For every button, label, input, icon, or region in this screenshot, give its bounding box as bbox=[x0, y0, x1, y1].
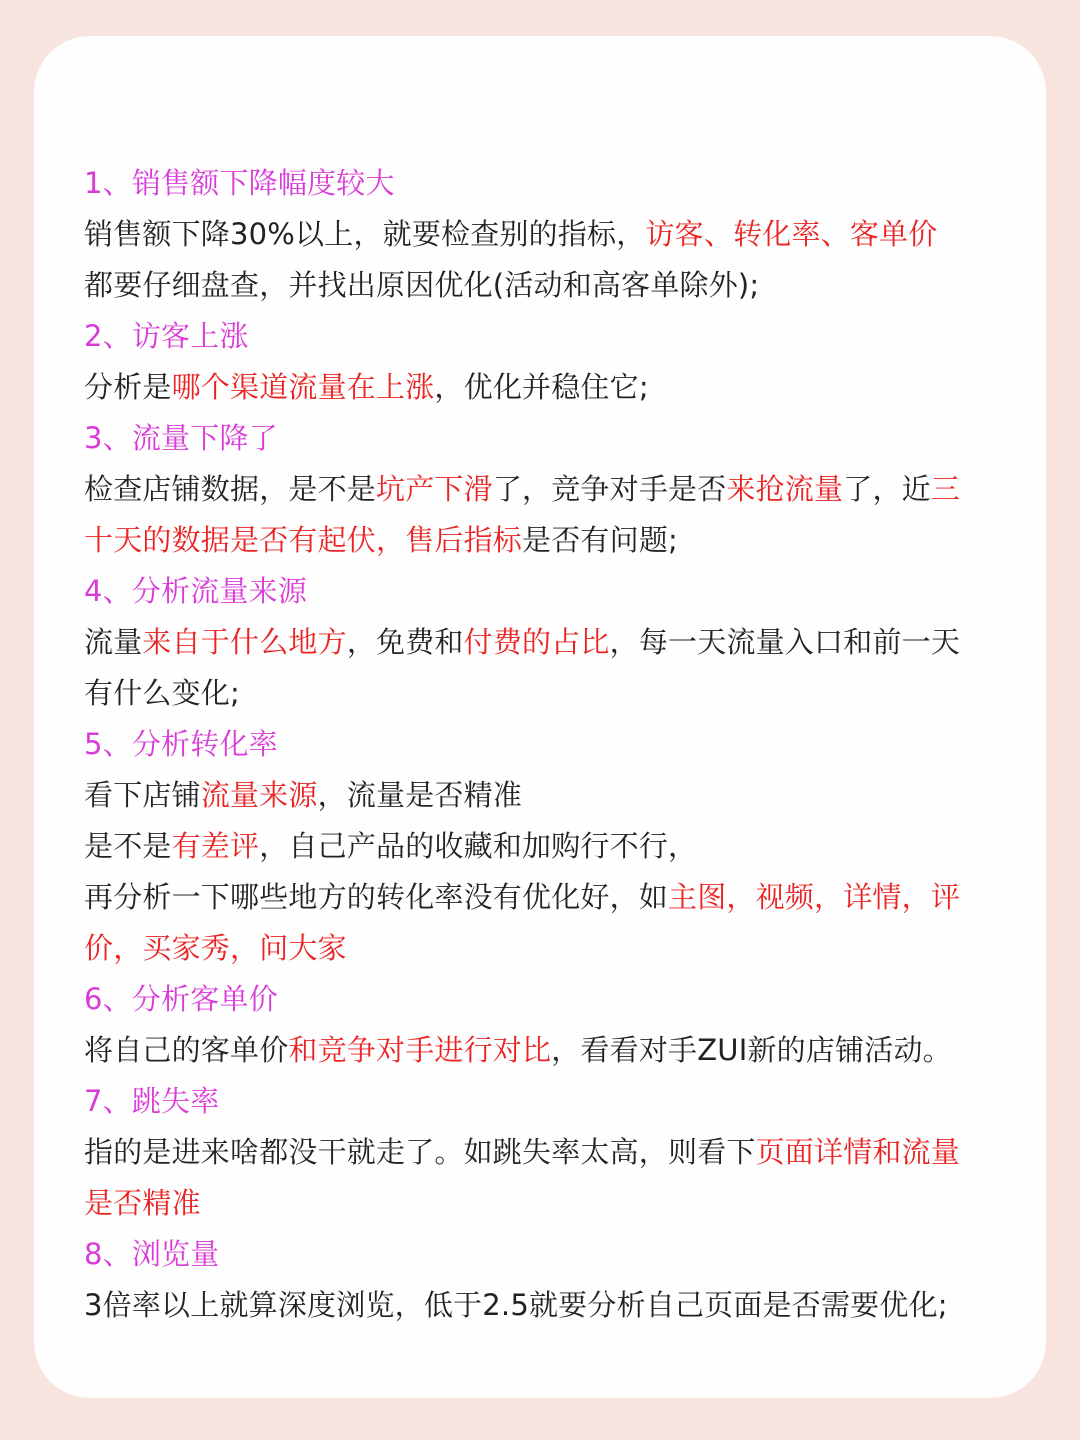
plain-text: 再分析一下哪些地方的转化率没有优化好，如 bbox=[84, 880, 669, 914]
heading-text: 3、流量下降了 bbox=[84, 421, 278, 455]
heading-text: 1、销售额下降幅度较大 bbox=[84, 166, 395, 200]
plain-text: 分析是 bbox=[84, 370, 172, 404]
body-text-line bbox=[84, 362, 1046, 413]
plain-text: ，自己产品的收藏和加购行不行， bbox=[259, 829, 698, 863]
plain-text: 是不是 bbox=[84, 829, 172, 863]
heading-text: 8、浏览量 bbox=[84, 1237, 220, 1271]
plain-text: 有什么变化; bbox=[84, 676, 240, 710]
heading-text: 6、分析客单价 bbox=[84, 982, 278, 1016]
section-heading bbox=[84, 311, 1046, 362]
heading-text: 5、分析转化率 bbox=[84, 727, 278, 761]
body-text-line bbox=[84, 1025, 1046, 1076]
heading-text: 4、分析流量来源 bbox=[84, 574, 308, 608]
plain-text: 指的是进来啥都没干就走了。如跳失率太高，则看下 bbox=[84, 1135, 756, 1169]
section-heading bbox=[84, 413, 1046, 464]
article-text bbox=[84, 158, 1046, 1331]
body-text-line bbox=[84, 464, 1046, 515]
emphasis-text: 页面详情和流量 bbox=[755, 1135, 961, 1169]
plain-text: ，优化并稳住它; bbox=[434, 370, 649, 404]
body-text-line bbox=[84, 668, 1046, 719]
emphasis-text: 主图，视频，详情，评 bbox=[668, 880, 961, 914]
plain-text: 将自己的客单价 bbox=[84, 1033, 289, 1067]
body-text-line bbox=[84, 821, 1046, 872]
emphasis-text: 是否精准 bbox=[84, 1186, 201, 1220]
body-text-line bbox=[84, 515, 1046, 566]
content-card bbox=[34, 36, 1046, 1398]
body-text-line bbox=[84, 1178, 1046, 1229]
emphasis-text: 价，买家秀，问大家 bbox=[84, 931, 347, 965]
body-text-line bbox=[84, 872, 1046, 923]
emphasis-text: 付费的占比 bbox=[463, 625, 610, 659]
plain-text: 检查店铺数据，是不是 bbox=[84, 472, 377, 506]
emphasis-text: 十天的数据是否有起伏，售后指标 bbox=[84, 523, 523, 557]
plain-text: 看下店铺 bbox=[84, 778, 201, 812]
emphasis-text: 坑产下滑 bbox=[376, 472, 493, 506]
plain-text: 是否有问题; bbox=[522, 523, 678, 557]
plain-text: ，看看对手ZUI新的店铺活动。 bbox=[551, 1033, 952, 1067]
emphasis-text: 流量来源 bbox=[200, 778, 318, 812]
plain-text: 了，竞争对手是否 bbox=[492, 472, 727, 506]
emphasis-text: 来自于什么地方 bbox=[142, 625, 347, 659]
heading-text: 7、跳失率 bbox=[84, 1084, 220, 1118]
plain-text: 销售额下降30%以上，就要检查别的指标， bbox=[84, 217, 646, 251]
emphasis-text: 哪个渠道流量在上涨 bbox=[171, 370, 435, 404]
emphasis-text: 访客、转化率、客单价 bbox=[645, 217, 938, 251]
body-text-line bbox=[84, 770, 1046, 821]
body-text-line bbox=[84, 923, 1046, 974]
section-heading bbox=[84, 719, 1046, 770]
plain-text: ，流量是否精准 bbox=[317, 778, 523, 812]
section-heading bbox=[84, 158, 1046, 209]
plain-text: ，每一天流量入口和前一天 bbox=[609, 625, 961, 659]
plain-text: 流量 bbox=[84, 625, 143, 659]
section-heading bbox=[84, 566, 1046, 617]
body-text-line bbox=[84, 260, 1046, 311]
emphasis-text: 有差评 bbox=[171, 829, 260, 863]
body-text-line bbox=[84, 209, 1046, 260]
body-text-line bbox=[84, 1127, 1046, 1178]
section-heading bbox=[84, 1076, 1046, 1127]
emphasis-text: 和竞争对手进行对比 bbox=[288, 1033, 552, 1067]
body-text-line bbox=[84, 1280, 1046, 1331]
plain-text: 了，近 bbox=[843, 472, 931, 506]
section-heading bbox=[84, 974, 1046, 1025]
plain-text: ，免费和 bbox=[346, 625, 464, 659]
plain-text: 3倍率以上就算深度浏览，低于2.5就要分析自己页面是否需要优化; bbox=[84, 1288, 948, 1322]
plain-text: 都要仔细盘查，并找出原因优化(活动和高客单除外); bbox=[84, 268, 760, 302]
emphasis-text: 三 bbox=[930, 472, 961, 506]
emphasis-text: 来抢流量 bbox=[726, 472, 844, 506]
section-heading bbox=[84, 1229, 1046, 1280]
heading-text: 2、访客上涨 bbox=[84, 319, 249, 353]
body-text-line bbox=[84, 617, 1046, 668]
